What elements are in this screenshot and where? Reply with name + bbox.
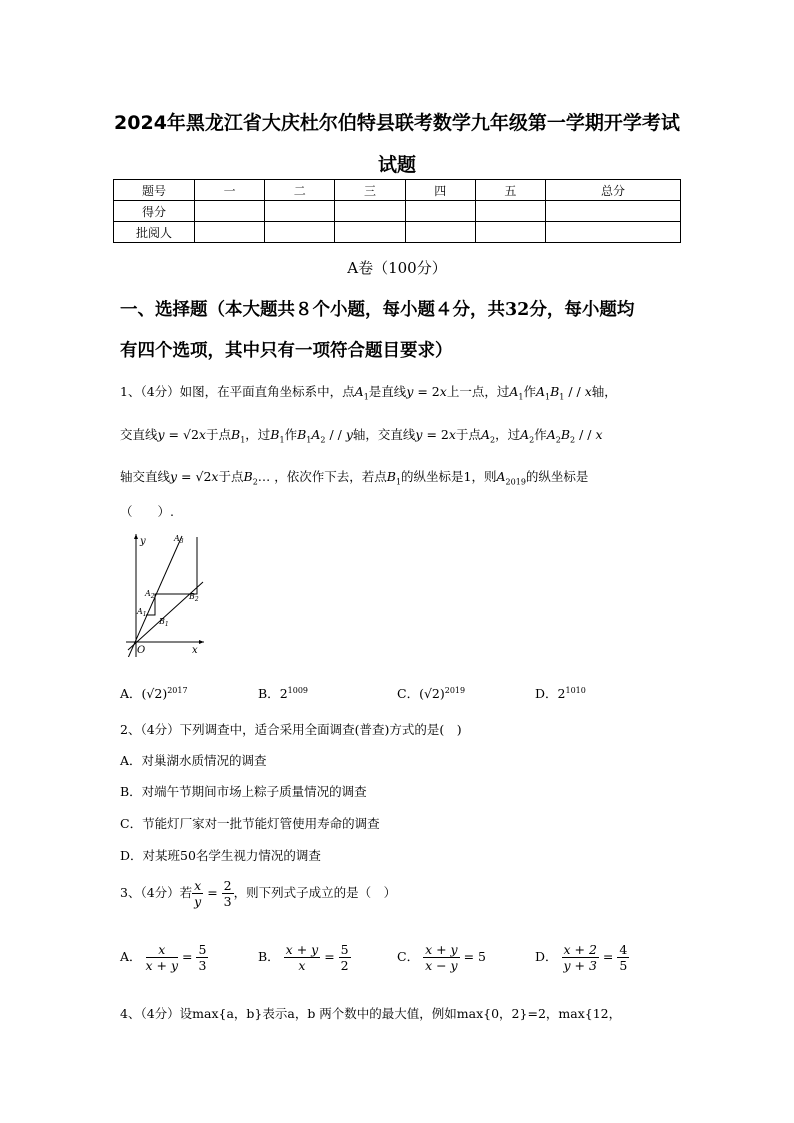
q2-option-d[interactable]: D．对某班50名学生视力情况的调查 — [120, 848, 321, 863]
score-header-cell: 题号 — [114, 180, 195, 201]
y-axis-label: y — [140, 536, 146, 547]
q1-text: 如图，在平面直角坐标系中，点 — [179, 384, 355, 399]
q2-option-a[interactable]: A．对巢湖水质情况的调查 — [120, 753, 267, 768]
reviewer-row-label: 批阅人 — [114, 222, 195, 243]
score-cell[interactable] — [335, 201, 405, 222]
q1-option-d[interactable]: D．$2^{1010}$ — [535, 685, 586, 701]
score-table-header-row — [114, 180, 681, 201]
q1-text: ，过 — [495, 427, 521, 442]
q1-coordinate-figure — [118, 532, 208, 657]
score-header-cell: 二 — [265, 180, 335, 201]
q1-text: 作 — [284, 427, 298, 442]
section-heading-line2: 有四个选项，其中只有一项符合题目要求） — [120, 341, 453, 361]
reviewer-cell[interactable] — [546, 222, 681, 243]
q1-text: 上一点，过 — [446, 384, 510, 399]
score-table — [113, 179, 681, 243]
q1-text: 于点 — [455, 427, 481, 442]
score-row — [114, 201, 681, 222]
option-letter: D． — [535, 949, 558, 964]
score-header-cell: 三 — [335, 180, 405, 201]
point-a3-label: $A_3$ — [174, 534, 184, 545]
option-letter: C． — [397, 949, 420, 964]
q1-line3: 轴交直线y = √2x于点$B_2\dots$ ，依次作下去，若点$B_1$的纵坐标是1，则$A_{2019}$的纵坐标是 — [120, 469, 589, 487]
q1-text: … ，依次作下去，若点 — [257, 469, 387, 484]
reviewer-cell[interactable] — [475, 222, 545, 243]
q3-option-d[interactable]: D． $\frac{x + 2}{y + 3}$ = $\frac{4}{5}$ — [535, 942, 628, 973]
q1-option-b[interactable]: B．$2^{1009}$ — [258, 685, 308, 701]
option-letter: D． — [535, 686, 558, 701]
x-axis-label: x — [192, 645, 198, 656]
point-a1-label: $A_1$ — [137, 607, 147, 618]
q3-option-b[interactable]: B． $\frac{x + y}{x}$ = $\frac{5}{2}$ — [258, 942, 349, 973]
x-axis-arrow — [199, 640, 204, 644]
q1-text: 的纵坐标是 — [525, 469, 589, 484]
point-b2-label: $B_2$ — [189, 592, 199, 603]
q1-number: 1、（4分） — [120, 384, 180, 399]
score-cell[interactable] — [195, 201, 265, 222]
option-exponent: 1010 — [565, 685, 586, 695]
q1-answer-blank: （ ）. — [120, 504, 174, 519]
q1-option-c[interactable]: C．$(√2)^{2019}$ — [397, 685, 466, 701]
option-letter: A． — [120, 686, 142, 701]
q1-text: 轴，交直线 — [352, 427, 416, 442]
point-b1-label: $B_1$ — [159, 617, 169, 628]
q3-stem: 3、（4分）若 $\frac{x}{y}$ = $\frac{2}{3}$ ，则下列式子成立的是（ ） — [120, 878, 397, 909]
origin-label: O — [137, 645, 146, 656]
reviewer-cell[interactable] — [195, 222, 265, 243]
score-header-cell: 四 — [405, 180, 475, 201]
exam-title-line1: 2024年黑龙江省大庆杜尔伯特县联考数学九年级第一学期开学考试 — [114, 112, 680, 134]
q2-option-c[interactable]: C．节能灯厂家对一批节能灯管使用寿命的调查 — [120, 816, 380, 831]
score-cell[interactable] — [546, 201, 681, 222]
score-header-cell: 总分 — [546, 180, 681, 201]
option-letter: B． — [258, 686, 280, 701]
q1-text: 是直线 — [368, 384, 407, 399]
q4-stem: 4、（4分）设max{a，b}表示a，b 两个数中的最大值，例如max{0，2}=2，max{12， — [120, 1006, 622, 1021]
q1-text: 作 — [534, 427, 547, 442]
y-axis-arrow — [134, 534, 138, 539]
exam-title-line2: 试题 — [377, 154, 416, 176]
q2-stem: 2、（4分）下列调查中，适合采用全面调查(普查)方式的是( ) — [120, 722, 462, 737]
q1-text: 于点 — [205, 427, 231, 442]
q1-line2: 交直线y = √2x于点$B_1$，过$B_1$作$B_1A_2$ / / y轴，交直线y = 2x于点$A_2$，过$A_2$作$A_2B_2$ / / x — [120, 427, 603, 445]
q1-text: 于点 — [218, 469, 244, 484]
option-letter: B． — [258, 949, 280, 964]
q1-text: 的纵坐标是1，则 — [401, 469, 497, 484]
score-cell[interactable] — [475, 201, 545, 222]
score-row-label: 得分 — [114, 201, 195, 222]
point-a2-label: $A_2$ — [145, 589, 155, 600]
option-letter: C． — [397, 686, 420, 701]
reviewer-cell[interactable] — [335, 222, 405, 243]
option-exponent: 2017 — [167, 685, 188, 695]
reviewer-cell[interactable] — [405, 222, 475, 243]
score-cell[interactable] — [265, 201, 335, 222]
staircase-path — [146, 537, 197, 615]
score-cell[interactable] — [405, 201, 475, 222]
q1-line1: 1、（4分）如图，在平面直角坐标系中，点$A_1$是直线y = 2x上一点，过$A_1$作$A_1B_1$ / / x轴， — [120, 384, 617, 402]
option-letter: A． — [120, 949, 142, 964]
reviewer-cell[interactable] — [265, 222, 335, 243]
q1-text: 轴， — [591, 384, 617, 399]
score-header-cell: 一 — [195, 180, 265, 201]
option-exponent: 1009 — [287, 685, 308, 695]
q3-option-a[interactable]: A． $\frac{x}{x + y}$ = $\frac{5}{3}$ — [120, 942, 207, 973]
q1-text: 交直线 — [120, 427, 158, 442]
q1-text: 轴交直线 — [120, 469, 171, 484]
reviewer-row — [114, 222, 681, 243]
q3-number: 3、（4分）若 — [120, 885, 193, 900]
section-heading-line1: 一、选择题（本大题共８个小题，每小题４分，共32分，每小题均 — [120, 300, 635, 320]
option-exponent: 2019 — [444, 685, 466, 695]
q1-text: 作 — [523, 384, 536, 399]
score-header-cell: 五 — [475, 180, 545, 201]
q1-text: ，过 — [245, 427, 271, 442]
q1-option-a[interactable]: A．$(√2)^{2017}$ — [120, 685, 188, 701]
part-title: A卷（100分） — [347, 259, 447, 277]
q2-option-b[interactable]: B．对端午节期间市场上粽子质量情况的调查 — [120, 784, 367, 799]
q3-option-c[interactable]: C． $\frac{x + y}{x - y}$ = 5 — [397, 942, 486, 973]
q3-text: ，则下列式子成立的是（ ） — [233, 885, 397, 900]
